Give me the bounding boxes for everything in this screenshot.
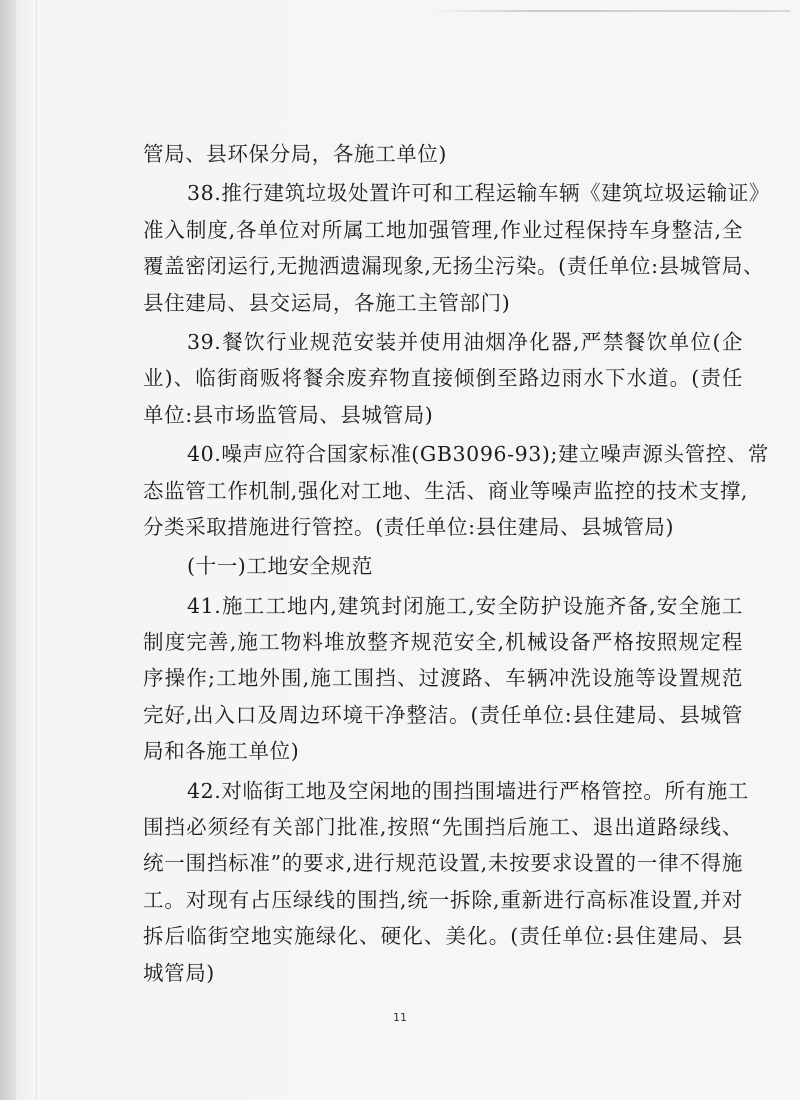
paragraph-gap [143,991,743,994]
paragraph-line: 38.推行建筑垃圾处置许可和工程运输车辆《建筑垃圾运输证》 [187,181,770,206]
paragraph-line: 县住建局、县交运局，各施工主管部门) [143,290,511,315]
paragraph-line: 态监管工作机制,强化对工地、生活、商业等噪声监控的技术支撑, [143,478,749,503]
paragraph-line: 制度完善,施工物料堆放整齐规范安全,机械设备严格按照规定程 [143,630,743,655]
paragraph-line: 准入制度,各单位对所属工地加强管理,作业过程保持车身整洁,全 [143,217,743,242]
section-heading-text: (十一)工地安全规范 [187,554,373,579]
paragraph-line: 单位:县市场监管局、县城管局) [143,402,434,427]
paragraph-line: 分类采取措施进行管控。(责任单位:县住建局、县城管局) [143,514,675,539]
paragraph [143,436,770,545]
paragraph-line: 42.对临街工地及空闲地的围挡围墙进行严格管控。所有施工 [187,778,749,803]
paragraph-line: 局和各施工单位) [143,739,300,764]
paragraph-line: 统一围挡标准”的要求,进行规范设置,未按要求设置的一律不得施 [143,851,743,876]
paragraph [143,136,743,172]
paragraph-line: 拆后临街空地实施绿化、硬化、美化。(责任单位:县住建局、县 [143,924,743,949]
paragraph-line: 41.施工工地内,建筑封闭施工,安全防护设施齐备,安全施工 [187,593,743,618]
paragraph-line: 覆盖密闭运行,无抛洒遗漏现象,无扬尘污染。(责任单位:县城管局、 [143,254,765,279]
paragraph [143,773,749,991]
paragraph-line: 序操作;工地外围,施工围挡、过渡路、车辆冲洗设施等设置规范 [143,666,743,691]
paragraph-line: 完好,出入口及周边环境干净整洁。(责任单位:县住建局、县城管 [143,702,743,727]
scan-top-edge [430,10,790,12]
paragraph-line: 40.噪声应符合国家标准(GB3096-93);建立噪声源头管控、常 [187,442,770,467]
paragraph-line: 业)、临街商贩将餐余废弃物直接倾倒至路边雨水下水道。(责任 [143,366,743,391]
paragraph [143,324,743,433]
paragraph-line: 城管局) [143,960,215,985]
paragraph [143,588,743,770]
document-body [143,136,770,994]
page-number: 11 [393,1011,407,1024]
binding-edge [0,0,16,1100]
paragraph-line: 39.餐饮行业规范安装并使用油烟净化器,严禁餐饮单位(企 [187,329,743,354]
paragraph-line: 工。对现有占压绿线的围挡,统一拆除,重新进行高标准设置,并对 [143,887,743,912]
binding-crease [36,0,37,1100]
paragraph-line: 管局、县环保分局，各施工单位) [143,142,447,166]
paragraph-line: 围挡必须经有关部门批准,按照“先围挡后施工、退出道路绿线、 [143,815,743,840]
section-heading [143,548,743,584]
paragraph [143,175,770,321]
